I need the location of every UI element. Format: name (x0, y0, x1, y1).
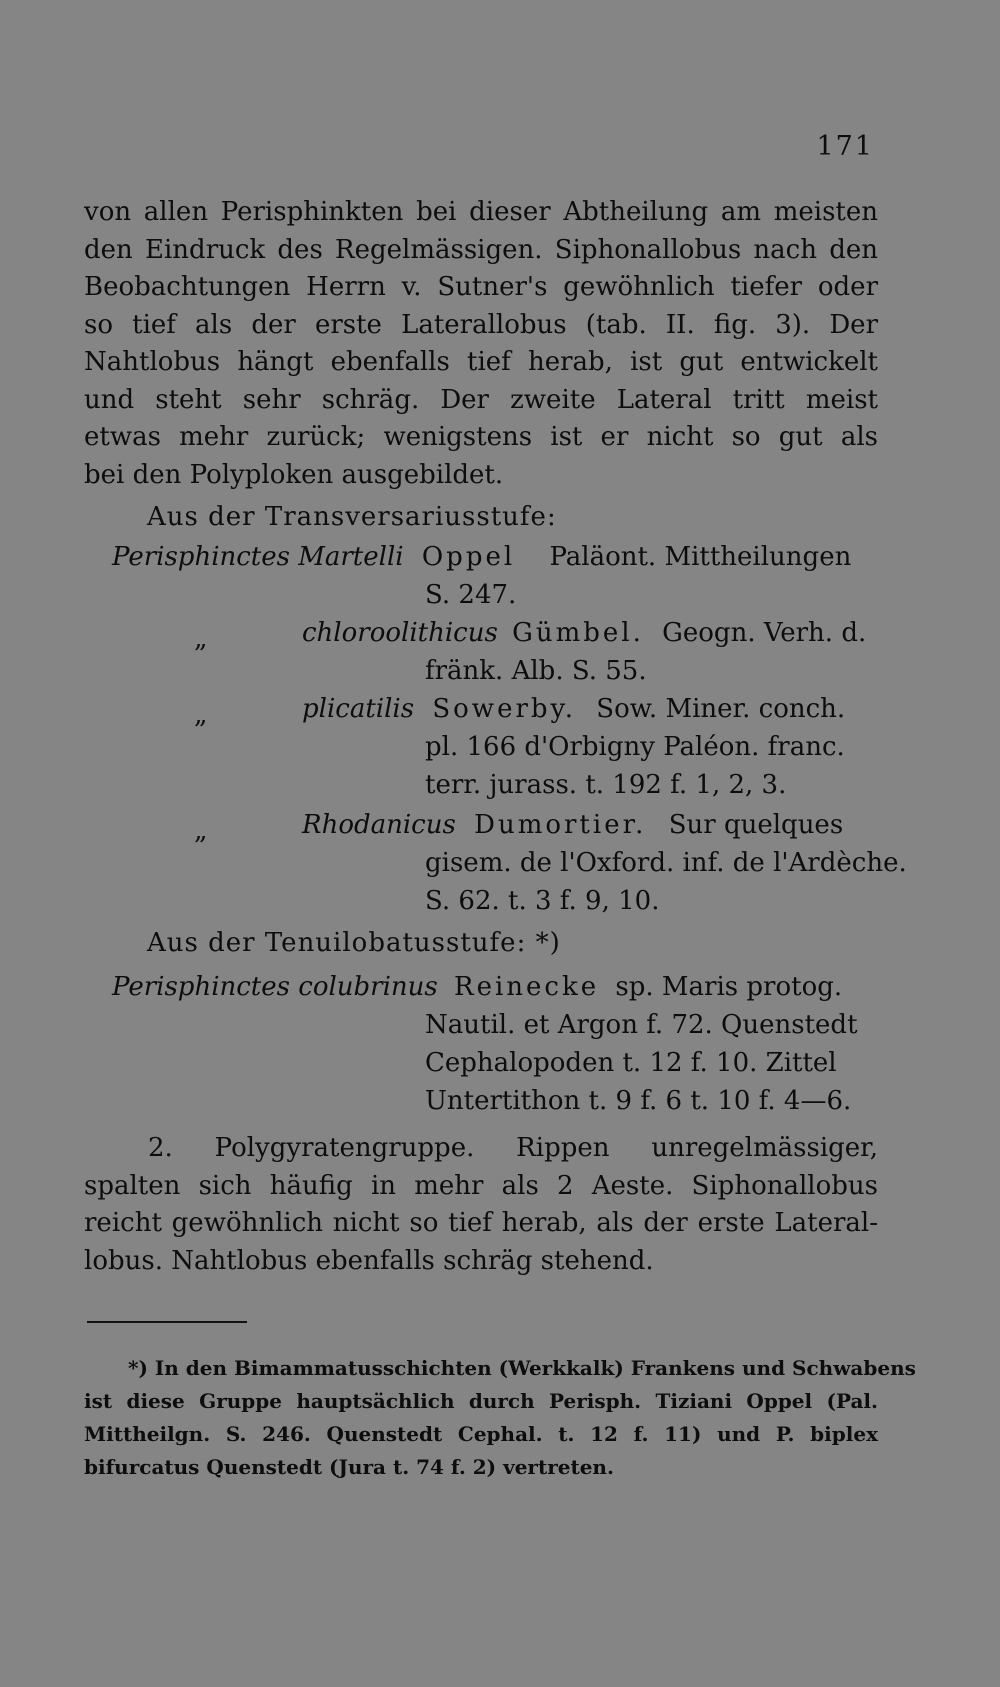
transversarius-heading: Aus der Transversariusstufe: (147, 502, 557, 532)
text-line: 2. Polygyratengruppe. Rippen unregelmässiger, (148, 1133, 878, 1163)
reference-text: pl. 166 d'Orbigny Paléon. franc. (425, 732, 845, 762)
text-line: Nahtlobus hängt ebenfalls tief herab, ist gut entwickelt (84, 347, 878, 377)
species-entry (112, 542, 851, 572)
text-line: und steht sehr schräg. Der zweite Lateral tritt meist (84, 384, 878, 415)
species-name: Rhodanicus (302, 810, 456, 840)
footnote-line: Mittheilgn. S. 246. Quenstedt Cephal. t. 12 f. 11) und P. biplex (84, 1422, 878, 1446)
reference-text: S. 247. (425, 580, 517, 610)
species-entry (302, 810, 843, 840)
reference-text: gisem. de l'Oxford. inf. de l'Ardèche. (425, 848, 907, 878)
ditto-mark: „ (194, 700, 208, 730)
species-author: Oppel (421, 542, 516, 572)
footnote (84, 1352, 916, 1484)
reference-text: Sow. Miner. conch. (596, 694, 846, 724)
footnote-divider (87, 1321, 247, 1323)
text-line: lobus. Nahtlobus ebenfalls schräg stehend. (84, 1245, 654, 1276)
polygyraten-paragraph (84, 1130, 878, 1280)
text-line: bei den Polyploken ausgebildet. (84, 459, 504, 490)
reference-text: Paläont. Mittheilungen (549, 542, 852, 572)
species-entry (112, 972, 842, 1002)
text-line: spalten sich häufig in mehr als 2 Aeste. Siphonallobus (84, 1170, 878, 1201)
ditto-mark: „ (194, 816, 208, 846)
species-entry (302, 694, 845, 724)
text-line: etwas mehr zurück; wenigstens ist er nicht so gut als (84, 422, 878, 452)
text-line: von allen Perisphinkten bei dieser Abtheilung am meisten (84, 197, 878, 227)
species-name: chloroolithicus (302, 618, 498, 648)
reference-text: terr. jurass. t. 192 f. 1, 2, 3. (425, 770, 787, 800)
species-entry (302, 618, 866, 648)
reference-text: Untertithon t. 9 f. 6 t. 10 f. 4—6. (425, 1086, 852, 1116)
reference-text: Sur quelques (668, 810, 844, 840)
species-name: plicatilis (302, 694, 415, 724)
reference-text: S. 62. t. 3 f. 9, 10. (425, 886, 660, 916)
species-name: Perisphinctes colubrinus (112, 972, 438, 1002)
species-author: Reinecke (454, 972, 600, 1002)
footnote-line: bifurcatus Quenstedt (Jura t. 74 f. 2) vertreten. (84, 1455, 614, 1479)
species-name: Perisphinctes Martelli (112, 542, 404, 572)
intro-paragraph (84, 194, 878, 494)
ditto-mark: „ (194, 624, 208, 654)
footnote-line: ist diese Gruppe hauptsächlich durch Perisph. Tiziani Oppel (Pal. (84, 1389, 878, 1413)
reference-text: sp. Maris protog. (615, 972, 843, 1002)
footnote-line: *) In den Bimammatusschichten (Werkkalk) Frankens und Schwabens (128, 1356, 916, 1380)
species-author: Dumortier. (474, 810, 647, 840)
text-line: so tief als der erste Laterallobus (tab. II. fig. 3). Der (84, 309, 878, 340)
species-author: Gümbel. (512, 618, 644, 648)
reference-text: Nautil. et Argon f. 72. Quenstedt (425, 1010, 858, 1040)
tenuilobatus-heading: Aus der Tenuilobatusstufe: *) (147, 928, 561, 958)
text-line: den Eindruck des Regelmässigen. Siphonallobus nach den (84, 234, 878, 265)
page-number: 171 (816, 131, 874, 162)
text-line: reicht gewöhnlich nicht so tief herab, als der erste Lateral- (84, 1208, 878, 1238)
species-author: Sowerby. (432, 694, 577, 724)
text-line: Beobachtungen Herrn v. Sutner's gewöhnlich tiefer oder (84, 272, 878, 302)
reference-text: Cephalopoden t. 12 f. 10. Zittel (425, 1048, 837, 1078)
reference-text: Geogn. Verh. d. (662, 618, 867, 648)
reference-text: fränk. Alb. S. 55. (425, 656, 647, 686)
